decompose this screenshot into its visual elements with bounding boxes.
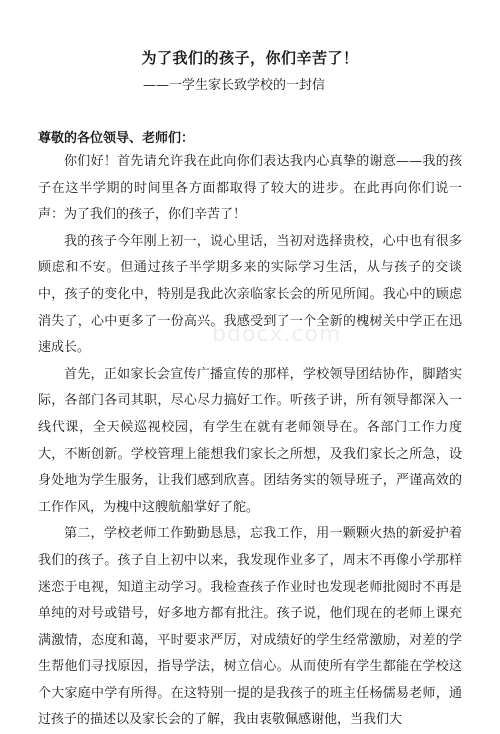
paragraph-first-point: 首先，正如家长会宣传广播宣传的那样，学校领导团结协作，脚踏实际，各部门各司其职，尽心尽力搞好工作。听孩子讲，所有领导都深入一线代课，全天候巡视校园，有学生在就有老师领导在。各部门工作力度大，不断创新。学校管理上能想我们家长之所想，及我们家长之所急，设身处地为学生服务，让我们感到欣喜。团结务实的领导班子，严谨高效的工作作风，为槐中这艘航船掌好了舵。 [38, 366, 462, 515]
paragraph-intro: 我的孩子今年刚上初一，说心里话，当初对选择贵校，心中也有很多顾虑和不安。但通过孩子半学期多来的实际学习生活，从与孩子的交谈中，孩子的变化中，特别是我此次亲临家长会的所见所闻。我心中的顾虑消失了，心中更多了一份高兴。我感受到了一个全新的槐树关中学正在迅速成长。 [38, 233, 462, 356]
watermark: bdocx.com [212, 322, 342, 347]
salutation: 尊敬的各位领导、老师们： [38, 131, 195, 146]
document-subtitle: ——一学生家长致学校的一封信 [143, 78, 326, 93]
letter-body [38, 149, 462, 734]
document-title: 为了我们的孩子，你们辛苦了！ [141, 49, 359, 67]
paragraph-second-point: 第二，学校老师工作勤勤恳恳，忘我工作，用一颗颗火热的新爱护着我们的孩子。孩子自上初中以来，我发现作业多了，周末不再像小学那样迷恋于电视，知道主动学习。我检查孩子作业时也发现老师批阅时不再是单纯的对号或错号，好多地方都有批注。孩子说，他们现在的老师上课充满激情，态度和蔼，平时要求严厉，对成绩好的学生经常激励，对差的学生帮他们寻找原因，指导学法，树立信心。从而使所有学生都能在学校这个大家庭中学有所得。在这特别一提的是我孩子的班主任杨儒易老师，通过孩子的描述以及家长会的了解，我由衷敬佩感谢他，当我们大 [38, 526, 462, 728]
paragraph-greeting: 你们好！首先请允许我在此向你们表达我内心真挚的谢意——我的孩子在这半学期的时间里各方面都取得了较大的进步。在此再向你们说一声：为了我们的孩子，你们辛苦了！ [38, 154, 462, 223]
